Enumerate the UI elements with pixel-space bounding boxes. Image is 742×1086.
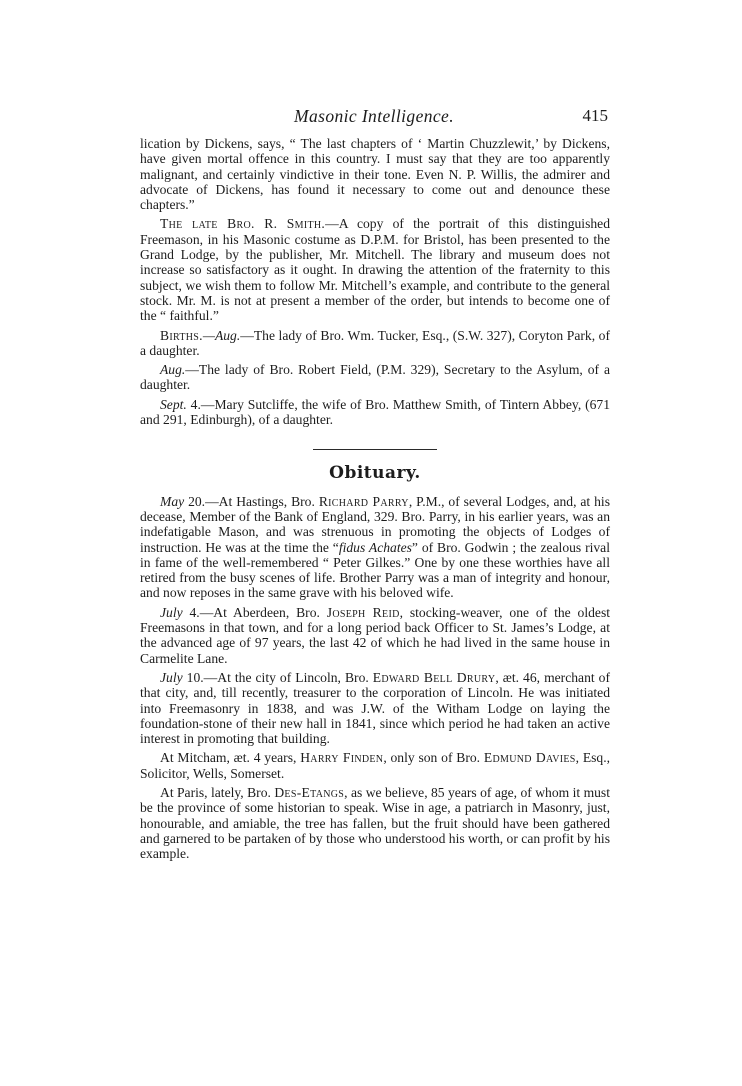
obituary-entry xyxy=(140,750,610,781)
entry-text: 20.—At Hastings, Bro. xyxy=(184,493,319,509)
entry-date: Aug. xyxy=(160,362,186,378)
entry-text: , Esq., Solicitor, Wells, Somerset. xyxy=(140,750,611,781)
entry-text: , P.M., of several Lodges, and, at his decease, Member of the Bank of England, 329. Bro. Parry, in his earlier years, was an indefatigable Mason, and was strenuous in promoting the objects of Lodges of instruction. He was at the time the “ xyxy=(140,493,610,555)
obituary-entry xyxy=(140,670,610,746)
paragraph-text: —The lady of Bro. Wm. Tucker, Esq., (S.W. 327), Coryton Park, of a daughter. xyxy=(140,327,610,358)
entry-text: , only son of Bro. xyxy=(383,750,484,766)
continued-paragraph xyxy=(140,136,610,212)
obituary-entry xyxy=(140,605,610,666)
page-header xyxy=(140,106,608,130)
person-name: Joseph Reid xyxy=(326,604,400,620)
obituary-entry xyxy=(140,494,610,601)
page-number: 415 xyxy=(582,106,608,125)
entry-text: ” of Bro. Godwin ; the zealous rival in fame of the well-remembered “ Peter Gilkes.” One by one these worthies have all retired from the busy scenes of life. Brother Parry was a man of integrity and honour, and now reposes in the same grave with his beloved wife. xyxy=(140,539,610,601)
entry-text: , stocking-weaver, one of the oldest Freemasons in that town, and for a long period back Officer to St. James’s Lodge, at the advanced age of 97 years, the last 42 of which he had lived in the same house in Carmelite Lane. xyxy=(140,604,611,666)
smith-portrait-paragraph xyxy=(140,216,610,323)
running-title: Masonic Intelligence. xyxy=(293,106,454,126)
entry-date: Sept. xyxy=(160,396,187,412)
entry-date: —Aug. xyxy=(202,327,241,343)
paragraph-text: —A copy of the portrait of this distinguished Freemason, in his Masonic costume as D.P.M. for Bristol, has been presented to the Grand Lodge, by the publisher, Mr. Mitchell. The library and museum does not increase so satisfactory as it ought. In drawing the attention of the fraternity to this subject, we wish them to follow Mr. Mitchell’s example, and contribute to the general stock. Mr. M. is not at present a member of the order, but intends to become one of the “ faithful.” xyxy=(140,216,610,324)
entry-text: At Paris, lately, Bro. xyxy=(160,784,275,800)
person-name: Edward Bell Drury xyxy=(372,669,496,685)
person-name: Harry Finden xyxy=(300,750,384,766)
entry-date: May xyxy=(160,493,185,509)
body-text xyxy=(140,136,610,865)
paragraph-text: —The lady of Bro. Robert Field, (P.M. 329), Secretary to the Asylum, of a daughter. xyxy=(140,362,610,393)
entry-text: At Mitcham, æt. 4 years, xyxy=(160,750,301,766)
obituary-entry xyxy=(140,785,610,861)
births-paragraph xyxy=(140,328,610,359)
entry-text: , as we believe, 85 years of age, of whom it must be the province of some historian to speak. Wise in age, a patriarch in Masonry, just, honourable, and amiable, the tree has fallen, but the fruit should have been gathered and garnered to be partaken of by those who understood his worth, or can profit by his example. xyxy=(140,784,611,862)
person-name: Richard Parry xyxy=(318,493,409,509)
entry-text: 10.—At the city of Lincoln, Bro. xyxy=(182,669,373,685)
person-name: Des-Etangs xyxy=(274,784,345,800)
entry-date: July xyxy=(160,669,183,685)
latin-quote: fidus Achates xyxy=(338,539,412,555)
paragraph-heading: The late Bro. R. Smith. xyxy=(160,216,326,232)
entry-date: July xyxy=(160,604,183,620)
entry-text: , æt. 46, merchant of that city, and, till recently, treasurer to the corporation of Lincoln. He was initiated into Freemasonry in 1838, and was J.W. of the Witham Lodge on laying the foundation-stone of their new hall in 1841, since which period he had taken an active interest in promoting that building. xyxy=(140,669,610,747)
paragraph-text: 4.—Mary Sutcliffe, the wife of Bro. Matthew Smith, of Tintern Abbey, (671 and 291, Edinburgh), of a daughter. xyxy=(140,396,610,428)
section-divider xyxy=(313,449,437,450)
paragraph-heading: Births. xyxy=(160,327,203,343)
entry-text: 4.—At Aberdeen, Bro. xyxy=(182,604,327,620)
paragraph-text: lication by Dickens, says, “ The last chapters of ‘ Martin Chuzzlewit,’ by Dickens, have given mortal offence in this country. I must say that they are too apparently malignant, and certainly vindictive in their tone. Even N. P. Willis, the admirer and advocate of Dickens, has found it necessary to come out and denounce these chapters.” xyxy=(140,136,610,213)
person-name: Edmund Davies xyxy=(483,750,576,766)
birth-entry xyxy=(140,362,610,393)
obituary-title: Obituary. xyxy=(329,463,421,484)
birth-entry xyxy=(140,397,610,428)
